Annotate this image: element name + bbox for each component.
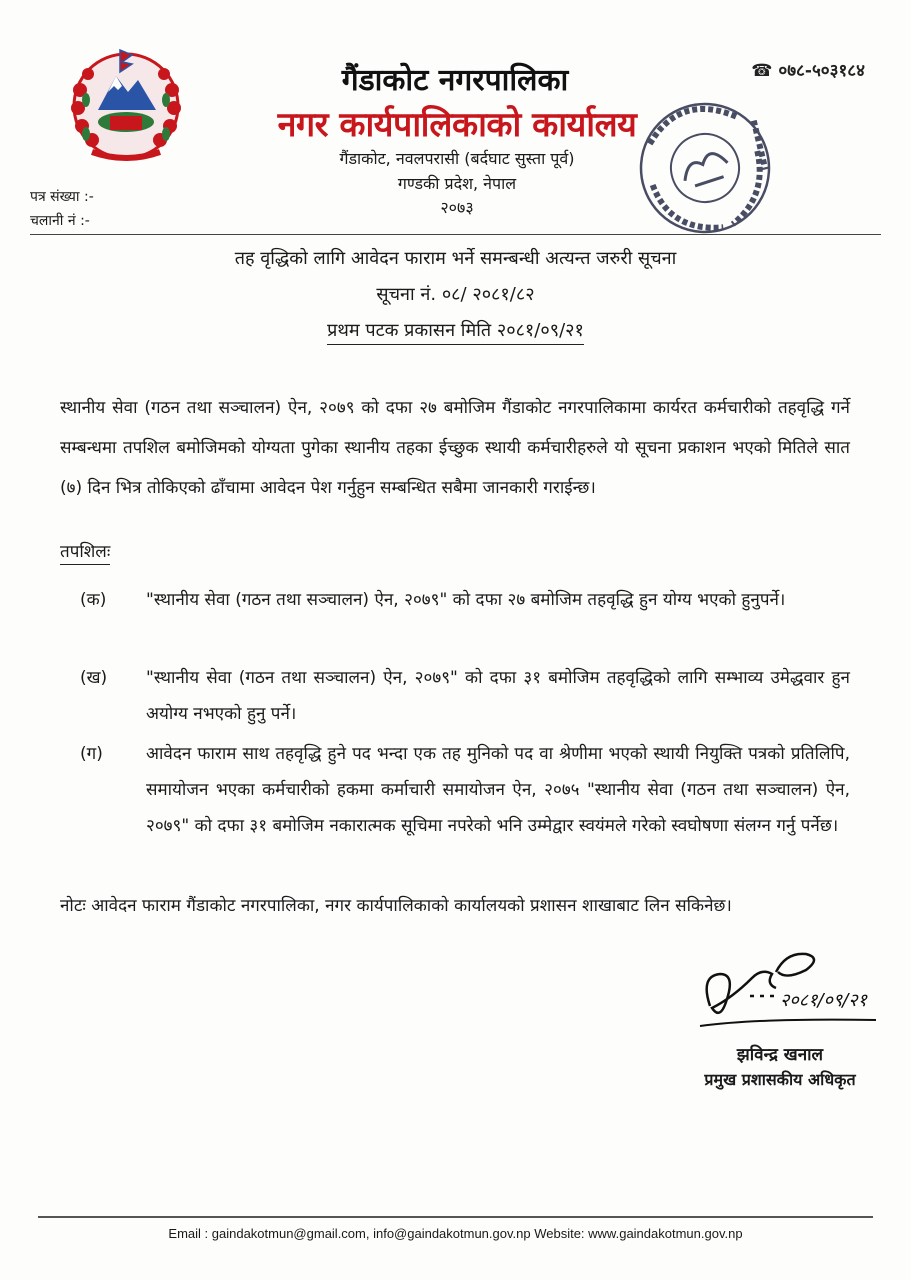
list-item-text: "स्थानीय सेवा (गठन तथा सञ्चालन) ऐन, २०७९" को दफा ३१ बमोजिम तहवृद्धिको लागि सम्भाव्य उमेद्धवार हुन अयोग्य नभएको हुनु पर्ने। [146, 668, 850, 724]
header-divider [30, 234, 881, 235]
dispatch-number-label: चलानी नं :- [30, 213, 90, 229]
footer-contact: Email : gaindakotmun@gmail.com, info@gaindakotmun.gov.np Website: www.gaindakotmun.gov.np [168, 1226, 743, 1241]
publish-date [0, 318, 911, 342]
office-name: नगर कार्यपालिकाको कार्यालय [277, 105, 637, 145]
list-item [80, 736, 850, 886]
list-item-label: (क) [80, 590, 107, 610]
established-year: २०७३ [440, 198, 474, 217]
list-item [80, 582, 850, 662]
notice-subject: तह वृद्धिको लागि आवेदन फाराम भर्ने समन्बन्धी अत्यन्त जरुरी सूचना [234, 248, 677, 269]
list-item-label: (ग) [80, 744, 103, 764]
address-line: गैंडाकोट, नवलपरासी (बर्दघाट सुस्ता पूर्व) [339, 149, 575, 168]
list-item-text: "स्थानीय सेवा (गठन तथा सञ्चालन) ऐन, २०७९" को दफा २७ बमोजिम तहवृद्धि हुन योग्य भएको हुनुपर्ने। [146, 590, 786, 610]
province-line: गण्डकी प्रदेश, नेपाल [397, 174, 517, 193]
signature-date: २०८१/०९/२१ [780, 990, 868, 1011]
signatory-title: प्रमुख प्रशासकीय अधिकृत [704, 1070, 856, 1089]
phone-number: ☎ ०७८-५०३१८४ [751, 61, 865, 81]
notice-number: सूचना नं. ०८/ २०८१/८२ [376, 284, 535, 305]
letter-number-label: पत्र संख्या :- [30, 189, 94, 205]
publish-date-text: प्रथम पटक प्रकासन मिति २०८१/०९/२१ [327, 320, 584, 345]
list-item-text: आवेदन फाराम साथ तहवृद्धि हुने पद भन्दा एक तह मुनिको पद वा श्रेणीमा भएको स्थायी नियुक्ति पत्रको प्रतिलिपि, समायोजन भएका कर्मचारीको हकमा कर्माचारी समायोजन ऐन, २०७५ "स्थानीय सेवा (गठन तथा सञ्चालन) ऐन, २०७९" को दफा ३१ बमोजिम नकारात्मक सूचिमा नपरेको भनि उम्मेद्वार स्वयंमले गरेको स्वघोषणा संलग्न गर्नु पर्नेछ। [146, 744, 850, 836]
footer-divider [38, 1216, 873, 1218]
nepal-emblem-logo [62, 40, 190, 168]
list-item-label: (ख) [80, 668, 108, 688]
notice-paragraph: स्थानीय सेवा (गठन तथा सञ्चालन) ऐन, २०७९ को दफा २७ बमोजिम गैंडाकोट नगरपालिकामा कार्यरत कर्मचारीको तहवृद्धि गर्ने सम्बन्धमा तपशिल बमोजिमको योग्यता पुगेका स्थानीय तहका ईच्छुक स्थायी कर्मचारीहरुले यो सूचना प्रकाशन भएको मितिले सात (७) दिन भित्र तोकिएको ढाँचामा आवेदन पेश गर्नुहुन सम्बन्धित सबैमा जानकारी गराईन्छ। [60, 398, 850, 498]
signatory-name: झविन्द्र खनाल [736, 1045, 824, 1065]
note-paragraph: नोटः आवेदन फाराम गैंडाकोट नगरपालिका, नगर कार्यपालिकाको कार्यालयको प्रशासन शाखाबाट लिन सकिनेछ। [60, 896, 732, 916]
handwritten-signature [690, 946, 880, 1036]
list-item [80, 660, 850, 740]
details-heading: तपशिलः [60, 540, 110, 565]
office-seal-stamp [620, 88, 790, 248]
municipality-name: गैंडाकोट नगरपालिका [341, 63, 569, 98]
